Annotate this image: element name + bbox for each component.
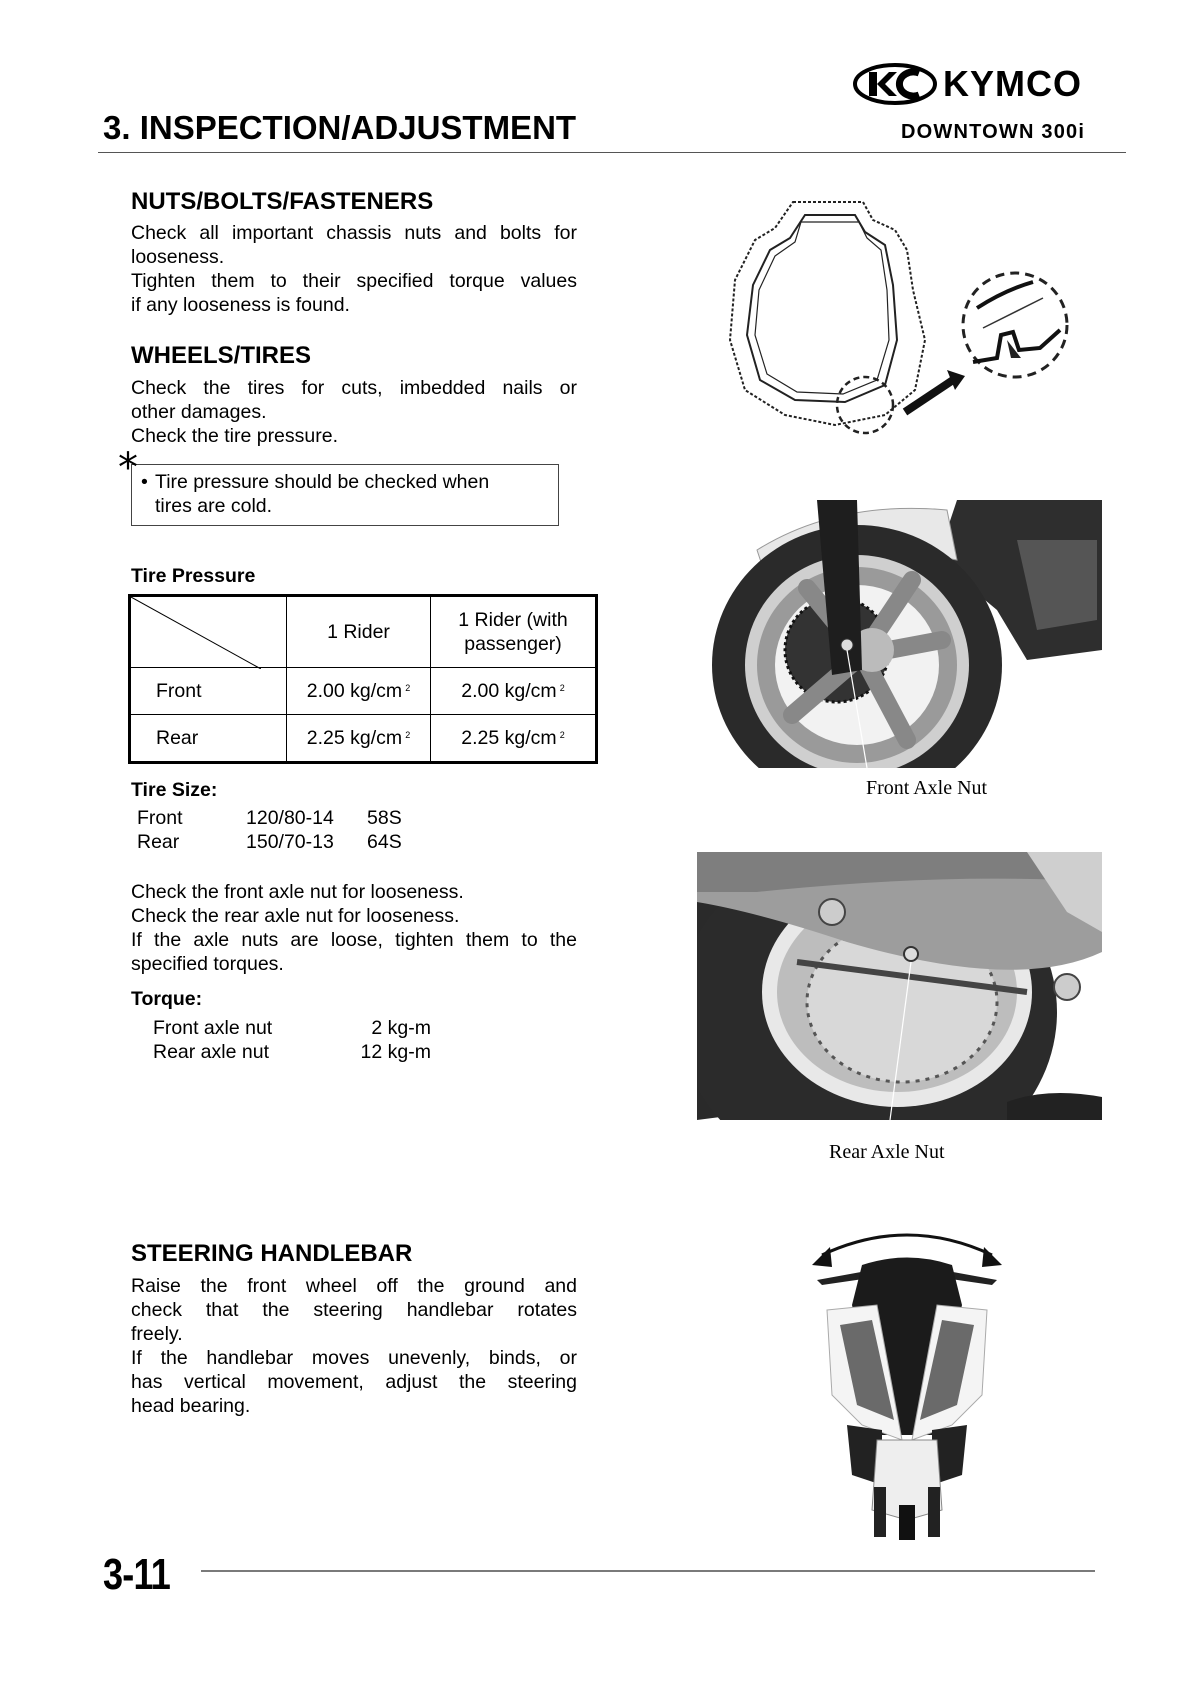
steering-handlebar-photo xyxy=(802,1225,1012,1540)
asterisk-icon: * xyxy=(118,445,138,491)
section-heading-steering: STEERING HANDLEBAR xyxy=(131,1240,413,1267)
tire-pressure-title: Tire Pressure xyxy=(131,565,256,587)
tire-size-label: Rear xyxy=(137,831,180,853)
superscript: 2 xyxy=(405,729,411,740)
text-line: other damages. xyxy=(131,401,267,423)
text-line: head bearing. xyxy=(131,1395,251,1417)
row-label-front: Front xyxy=(130,668,287,715)
value: 2.25 kg/cm xyxy=(306,726,403,749)
brand-name: KYMCO xyxy=(943,63,1082,104)
tire-load-rating: 64S xyxy=(367,831,402,853)
column-header-1-rider: 1 Rider xyxy=(287,596,431,668)
text-line: check that the steering handlebar rotates xyxy=(131,1299,577,1321)
column-header-rider-passenger xyxy=(431,596,597,668)
text-line: Check the rear axle nut for looseness. xyxy=(131,905,460,927)
caution-note-text xyxy=(141,470,555,518)
rear-wheel-photo xyxy=(697,852,1102,1120)
text-line: Check the tires for cuts, imbedded nails or xyxy=(131,377,577,399)
bullet-icon: • xyxy=(141,471,148,493)
list-item xyxy=(137,806,402,830)
text-line: looseness. xyxy=(131,246,225,268)
tire-size-value: 120/80-14 xyxy=(246,807,334,829)
table-row xyxy=(130,715,597,763)
axle-text xyxy=(131,880,577,976)
text-line: has vertical movement, adjust the steering xyxy=(131,1371,577,1393)
torque-value: 12 kg-m xyxy=(360,1041,431,1063)
tire-size-title: Tire Size: xyxy=(131,779,218,801)
torque-value: 2 kg-m xyxy=(371,1017,431,1039)
front-axle-nut-caption: Front Axle Nut xyxy=(866,777,988,799)
nuts-bolts-text xyxy=(131,221,577,317)
tire-size-list xyxy=(137,806,402,854)
kymco-logo xyxy=(853,63,1107,105)
chapter-title: 3. INSPECTION/ADJUSTMENT xyxy=(103,109,577,146)
text-line: 1 Rider (with xyxy=(458,609,568,631)
header-divider xyxy=(98,152,1126,153)
tire-size-label: Front xyxy=(137,807,183,829)
cell-front-rider-passenger xyxy=(431,668,597,715)
text-line: If the axle nuts are loose, tighten them to the xyxy=(131,929,577,951)
row-label-rear: Rear xyxy=(130,715,287,763)
tire-load-rating: 58S xyxy=(367,807,402,829)
cell-rear-rider-passenger xyxy=(431,715,597,763)
tire-wear-indicator-diagram xyxy=(715,190,1085,450)
page-number: 3-11 xyxy=(103,1550,170,1599)
superscript: 2 xyxy=(559,729,565,740)
kymco-emblem-icon xyxy=(853,63,939,105)
wheels-tires-text xyxy=(131,376,577,448)
torque-label: Rear axle nut xyxy=(153,1041,269,1063)
superscript: 2 xyxy=(559,682,565,693)
model-name: DOWNTOWN 300i xyxy=(901,121,1086,143)
footer-divider xyxy=(201,1570,1095,1572)
text-line: tires are cold. xyxy=(155,495,273,517)
text-line: Check all important chassis nuts and bolts for xyxy=(131,222,577,244)
text-line: Tire pressure should be checked when xyxy=(155,471,490,493)
value: 2.00 kg/cm xyxy=(306,679,403,702)
tire-pressure-table xyxy=(128,594,598,764)
tire-size-value: 150/70-13 xyxy=(246,831,334,853)
cell-front-rider xyxy=(287,668,431,715)
steering-text xyxy=(131,1274,577,1418)
text-line: Check the front axle nut for looseness. xyxy=(131,881,464,903)
section-heading-wheels-tires: WHEELS/TIRES xyxy=(131,342,312,369)
list-item xyxy=(137,830,402,854)
table-row xyxy=(130,668,597,715)
text-line: freely. xyxy=(131,1323,183,1345)
section-heading-nuts-bolts: NUTS/BOLTS/FASTENERS xyxy=(131,188,434,215)
torque-label: Front axle nut xyxy=(153,1017,273,1039)
list-item xyxy=(153,1016,431,1040)
superscript: 2 xyxy=(405,682,411,693)
text-line: passenger) xyxy=(464,633,562,655)
value: 2.25 kg/cm xyxy=(461,726,557,749)
value: 2.00 kg/cm xyxy=(461,679,557,702)
table-corner-cell xyxy=(130,596,287,668)
torque-list xyxy=(153,1016,431,1064)
rear-axle-nut-caption: Rear Axle Nut xyxy=(829,1141,945,1163)
text-line: Raise the front wheel off the ground and xyxy=(131,1275,577,1297)
cell-rear-rider xyxy=(287,715,431,763)
diagonal-line-icon xyxy=(131,597,261,669)
torque-title: Torque: xyxy=(131,988,203,1010)
text-line: Check the tire pressure. xyxy=(131,425,339,447)
table-header-row xyxy=(130,596,597,668)
text-line: If the handlebar moves unevenly, binds, or xyxy=(131,1347,577,1369)
text-line: if any looseness is found. xyxy=(131,294,350,316)
front-wheel-photo xyxy=(697,500,1102,768)
list-item xyxy=(153,1040,431,1064)
text-line: specified torques. xyxy=(131,953,284,975)
text-line: Tighten them to their specified torque values xyxy=(131,270,577,292)
